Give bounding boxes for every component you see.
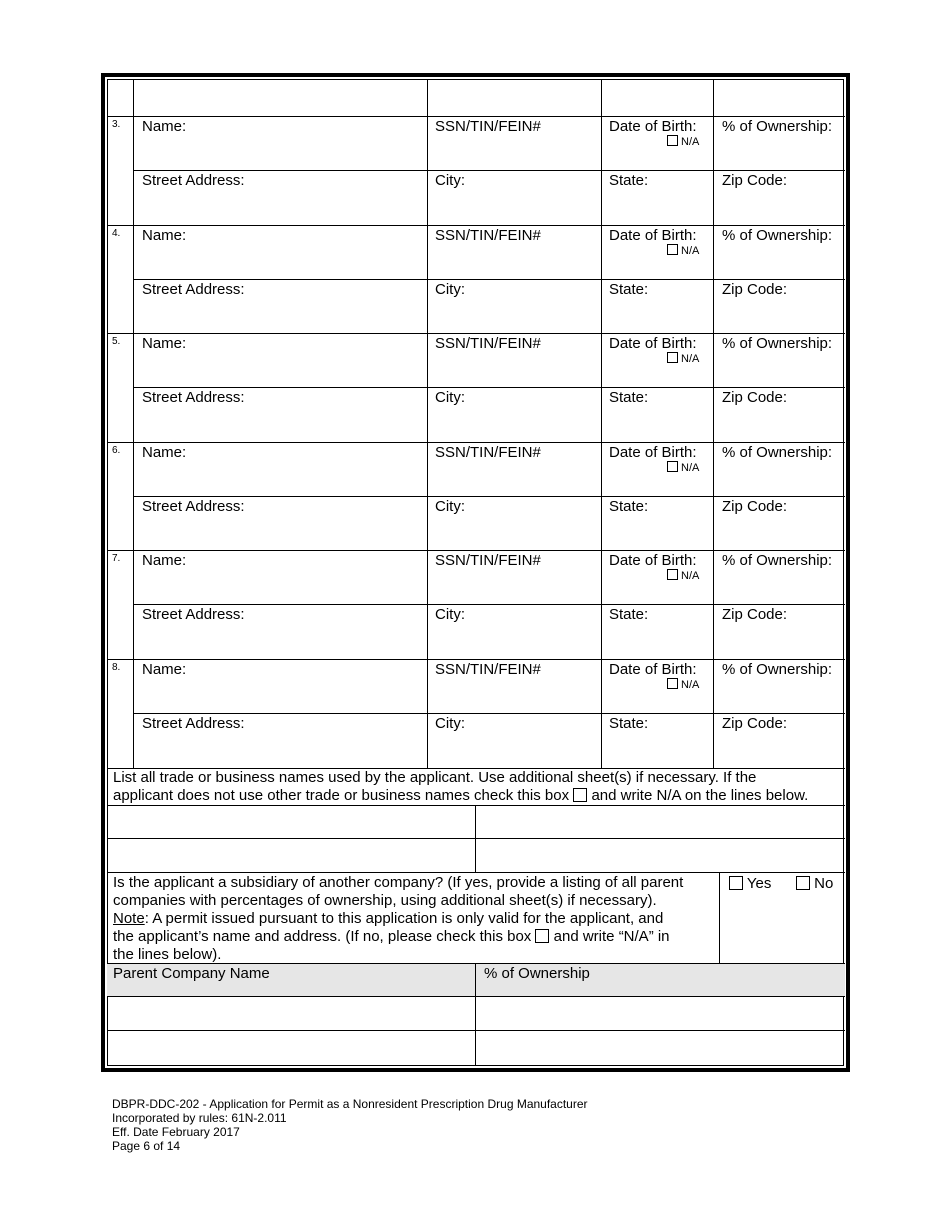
name-label: Name: (142, 552, 187, 569)
yes-checkbox[interactable] (729, 876, 743, 890)
trade-names-line2-after: and write N/A on the lines below. (591, 787, 809, 804)
footer-page-number: Page 6 of 14 (112, 1139, 181, 1153)
divider (133, 496, 845, 497)
yes-label: Yes (746, 875, 772, 892)
dob-na-checkbox[interactable] (667, 352, 678, 363)
divider (107, 872, 845, 873)
subsidiary-line5: the lines below). (113, 946, 222, 963)
street-address-label: Street Address: (142, 715, 245, 732)
dob-na-checkbox[interactable] (667, 244, 678, 255)
divider (107, 963, 845, 964)
ownership-percent-label: % of Ownership: (722, 444, 833, 461)
street-address-label: Street Address: (142, 281, 245, 298)
date-of-birth-label: Date of Birth: (609, 552, 697, 569)
divider (133, 170, 845, 171)
city-label: City: (435, 606, 465, 623)
date-of-birth-label: Date of Birth: (609, 661, 697, 678)
ownership-percent-label: % of Ownership: (722, 335, 833, 352)
divider (107, 333, 845, 334)
subsidiary-line4-before: the applicant’s name and address. (If no, please check this box (113, 928, 532, 945)
ownership-percent-label: % of Ownership: (722, 118, 833, 135)
ssn-label: SSN/TIN/FEIN# (435, 661, 541, 678)
footer-eff-date: Eff. Date February 2017 (112, 1125, 240, 1139)
dob-na-option[interactable] (667, 461, 699, 475)
note-label: Note (113, 910, 145, 927)
state-label: State: (609, 172, 649, 189)
trade-name-input-1[interactable] (108, 806, 474, 837)
divider (133, 713, 845, 714)
parent-ownership-input-1[interactable] (476, 997, 844, 1029)
dob-na-option[interactable] (667, 678, 699, 692)
city-label: City: (435, 389, 465, 406)
name-label: Name: (142, 661, 187, 678)
trade-name-input-4[interactable] (476, 839, 844, 871)
divider (107, 659, 845, 660)
trade-name-input-2[interactable] (476, 806, 844, 837)
subsidiary-line3-rest: : A permit issued pursuant to this application is only valid for the applicant, and (144, 910, 664, 927)
zip-code-label: Zip Code: (722, 172, 788, 189)
zip-code-label: Zip Code: (722, 715, 788, 732)
name-label: Name: (142, 335, 187, 352)
divider (719, 872, 720, 963)
row-number: 7. (112, 553, 121, 564)
dob-na-label: N/A (681, 679, 700, 691)
row-number: 6. (112, 445, 121, 456)
row-number: 3. (112, 119, 121, 130)
row-number: 8. (112, 662, 121, 673)
street-address-label: Street Address: (142, 389, 245, 406)
name-label: Name: (142, 444, 187, 461)
divider (601, 79, 602, 768)
parent-company-name-input-2[interactable] (108, 1031, 474, 1064)
dob-na-option[interactable] (667, 569, 699, 583)
subsidiary-line4-after: and write “N/A” in (553, 928, 670, 945)
subsidiary-line1: Is the applicant a subsidiary of another company? (If yes, provide a listing of all parent (113, 874, 684, 891)
trade-names-line2 (113, 787, 808, 804)
no-label: No (814, 875, 834, 892)
ssn-label: SSN/TIN/FEIN# (435, 118, 541, 135)
divider (427, 79, 428, 768)
divider (133, 279, 845, 280)
city-label: City: (435, 498, 465, 515)
subsidiary-na-checkbox[interactable] (535, 929, 549, 943)
divider (713, 79, 714, 768)
dob-na-option[interactable] (667, 352, 699, 366)
ssn-label: SSN/TIN/FEIN# (435, 227, 541, 244)
zip-code-label: Zip Code: (722, 606, 788, 623)
page-footer (112, 1097, 588, 1153)
trade-names-line1: List all trade or business names used by the applicant. Use additional sheet(s) if necessary. If the (113, 769, 757, 786)
dob-na-checkbox[interactable] (667, 461, 678, 472)
state-label: State: (609, 389, 649, 406)
zip-code-label: Zip Code: (722, 389, 788, 406)
date-of-birth-label: Date of Birth: (609, 444, 697, 461)
state-label: State: (609, 715, 649, 732)
state-label: State: (609, 606, 649, 623)
state-label: State: (609, 281, 649, 298)
trade-names-line2-before: applicant does not use other trade or business names check this box (113, 787, 570, 804)
parent-company-name-header: Parent Company Name (113, 965, 270, 982)
dob-na-option[interactable] (667, 135, 699, 149)
row-number: 5. (112, 336, 121, 347)
subsidiary-line3 (113, 910, 712, 928)
city-label: City: (435, 172, 465, 189)
dob-na-label: N/A (681, 462, 700, 474)
no-option[interactable] (796, 875, 833, 892)
footer-form-title: DBPR-DDC-202 - Application for Permit as a Nonresident Prescription Drug Manufacturer (112, 1097, 588, 1111)
trade-names-none-checkbox[interactable] (573, 788, 587, 802)
parent-company-name-input-1[interactable] (108, 997, 474, 1029)
dob-na-label: N/A (681, 353, 700, 365)
ownership-percent-label: % of Ownership: (722, 661, 833, 678)
subsidiary-line2: companies with percentages of ownership, using additional sheet(s) if necessary). (113, 892, 657, 909)
ownership-percent-label: % of Ownership: (722, 552, 833, 569)
dob-na-option[interactable] (667, 244, 699, 258)
no-checkbox[interactable] (796, 876, 810, 890)
parent-ownership-input-2[interactable] (476, 1031, 844, 1064)
dob-na-checkbox[interactable] (667, 678, 678, 689)
divider (107, 225, 845, 226)
divider (107, 116, 845, 117)
city-label: City: (435, 715, 465, 732)
street-address-label: Street Address: (142, 172, 245, 189)
state-label: State: (609, 498, 649, 515)
dob-na-label: N/A (681, 136, 700, 148)
date-of-birth-label: Date of Birth: (609, 335, 697, 352)
dob-na-label: N/A (681, 570, 700, 582)
divider (107, 550, 845, 551)
yes-option[interactable] (729, 875, 771, 892)
dob-na-label: N/A (681, 245, 700, 257)
row-number: 4. (112, 228, 121, 239)
date-of-birth-label: Date of Birth: (609, 227, 697, 244)
street-address-label: Street Address: (142, 498, 245, 515)
divider (107, 442, 845, 443)
ssn-label: SSN/TIN/FEIN# (435, 335, 541, 352)
name-label: Name: (142, 227, 187, 244)
zip-code-label: Zip Code: (722, 498, 788, 515)
street-address-label: Street Address: (142, 606, 245, 623)
dob-na-checkbox[interactable] (667, 569, 678, 580)
subsidiary-line4 (113, 928, 712, 946)
date-of-birth-label: Date of Birth: (609, 118, 697, 135)
name-label: Name: (142, 118, 187, 135)
ssn-label: SSN/TIN/FEIN# (435, 552, 541, 569)
ownership-percent-label: % of Ownership: (722, 227, 833, 244)
divider (133, 604, 845, 605)
subsidiary-question (113, 874, 712, 964)
divider (133, 387, 845, 388)
zip-code-label: Zip Code: (722, 281, 788, 298)
divider (133, 79, 134, 768)
footer-rules: Incorporated by rules: 61N-2.011 (112, 1111, 287, 1125)
ownership-percent-header: % of Ownership (484, 965, 590, 982)
city-label: City: (435, 281, 465, 298)
trade-name-input-3[interactable] (108, 839, 474, 871)
dob-na-checkbox[interactable] (667, 135, 678, 146)
ssn-label: SSN/TIN/FEIN# (435, 444, 541, 461)
